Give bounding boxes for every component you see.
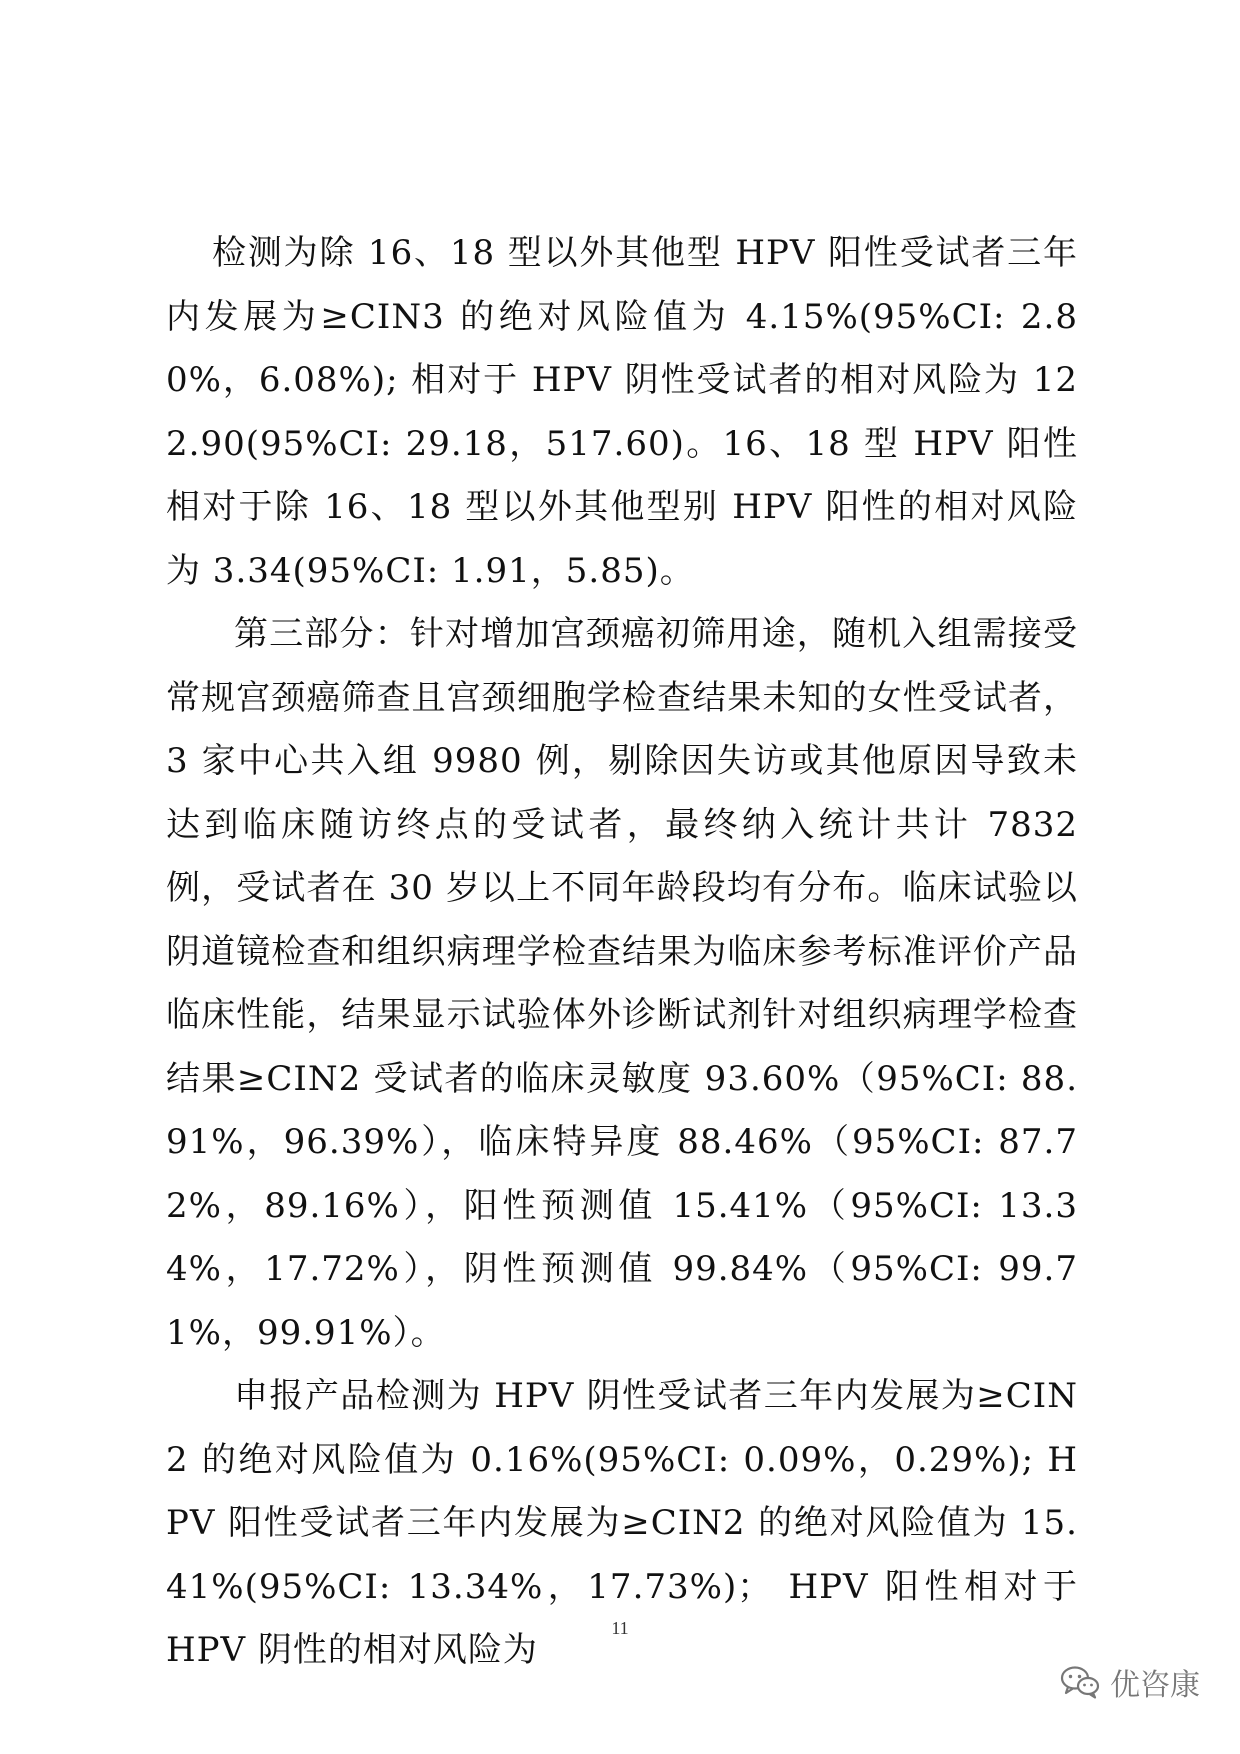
paragraph-part-three: 第三部分：针对增加宫颈癌初筛用途，随机入组需接受常规宫颈癌筛查且宫颈细胞学检查结果未知的女性受试者，3 家中心共入组 9980 例，剔除因失访或其他原因导致未达到临床随访终点的受试者，最终纳入统计共计 7832 例，受试者在 30 岁以上不同年龄段均有分布。临床试验以阴道镜检查和组织病理学检查结果为临床参考标准评价产品临床性能，结果显示试验体外诊断试剂针对组织病理学检查结果≥CIN2 受试者的临床灵敏度 93.60%（95%CI: 88.91%，96.39%），临床特异度 88.46%（95%CI: 87.72%，89.16%），阳性预测值 15.41%（95%CI: 13.34%，17.72%），阴性预测值 99.84%（95%CI: 99.71%，99.91%）。 bbox=[166, 614, 1078, 1353]
page-number: 11 bbox=[611, 1618, 629, 1638]
wechat-icon bbox=[1060, 1665, 1100, 1699]
document-body bbox=[166, 222, 1078, 1683]
watermark-text: 优咨康 bbox=[1110, 1668, 1200, 1703]
watermark bbox=[1060, 1660, 1200, 1704]
paragraph-absolute-risk: 申报产品检测为 HPV 阴性受试者三年内发展为≥CIN2 的绝对风险值为 0.16%(95%CI: 0.09%，0.29%); HPV 阳性受试者三年内发展为≥CIN2 的绝对风险值为 15.41%(95%CI: 13.34%，17.73%)； HPV 阳性相对于 HPV 阴性的相对风险为 bbox=[166, 1376, 1078, 1670]
paragraph-risk-other-types: 检测为除 16、18 型以外其他型 HPV 阳性受试者三年内发展为≥CIN3 的绝对风险值为 4.15%(95%CI: 2.80%，6.08%); 相对于 HPV 阴性受试者的相对风险为 122.90(95%CI: 29.18，517.60)。16、18 型 HPV 阳性相对于除 16、18 型以外其他型别 HPV 阳性的相对风险为 3.34(95%CI: 1.91，5.85)。 bbox=[166, 233, 1078, 591]
